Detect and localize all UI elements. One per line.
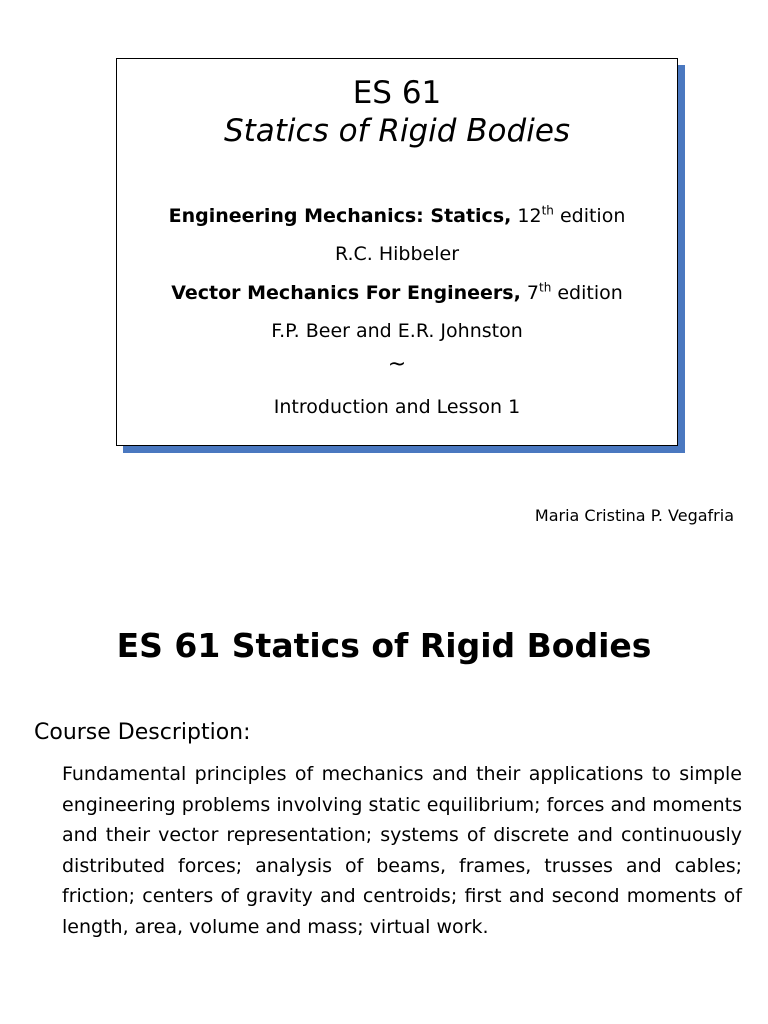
separator-tilde: ~ [387, 352, 407, 377]
title-box [116, 58, 678, 446]
course-code: ES 61 [352, 75, 442, 111]
reference-1-title: Engineering Mechanics: Statics, [168, 205, 512, 227]
reference-2-edition-suffix: th [538, 280, 552, 295]
reference-2-edition-number: 7 [526, 282, 539, 304]
lesson-subtitle: Introduction and Lesson 1 [273, 396, 521, 418]
reference-1-edition-word: edition [559, 205, 626, 227]
reference-1 [117, 203, 677, 229]
course-description-text: Fundamental principles of mechanics and their applications to simple engineering problems involving static equilibrium; forces and moments and their vector representation; systems of discrete and continuously distributed forces; analysis of beams, frames, trusses and cables; friction; centers of gravity and centroids; first and second moments of length, area, volume and mass; virtual work. [62, 763, 742, 938]
reference-1-author: R.C. Hibbeler [334, 243, 460, 265]
course-description-slide [0, 580, 768, 1024]
reference-1-edition-number: 12 [517, 205, 542, 227]
slide-heading: ES 61 Statics of Rigid Bodies [116, 626, 652, 665]
presenter-name: Maria Cristina P. Vegafria [534, 506, 734, 525]
reference-2-author: F.P. Beer and E.R. Johnston [271, 320, 523, 342]
course-title: Statics of Rigid Bodies [223, 113, 571, 149]
section-label: Course Description: [34, 720, 251, 745]
reference-2 [117, 280, 677, 306]
reference-1-edition-suffix: th [541, 203, 554, 218]
reference-2-title: Vector Mechanics For Engineers, [171, 282, 521, 304]
reference-2-edition-word: edition [557, 282, 623, 304]
